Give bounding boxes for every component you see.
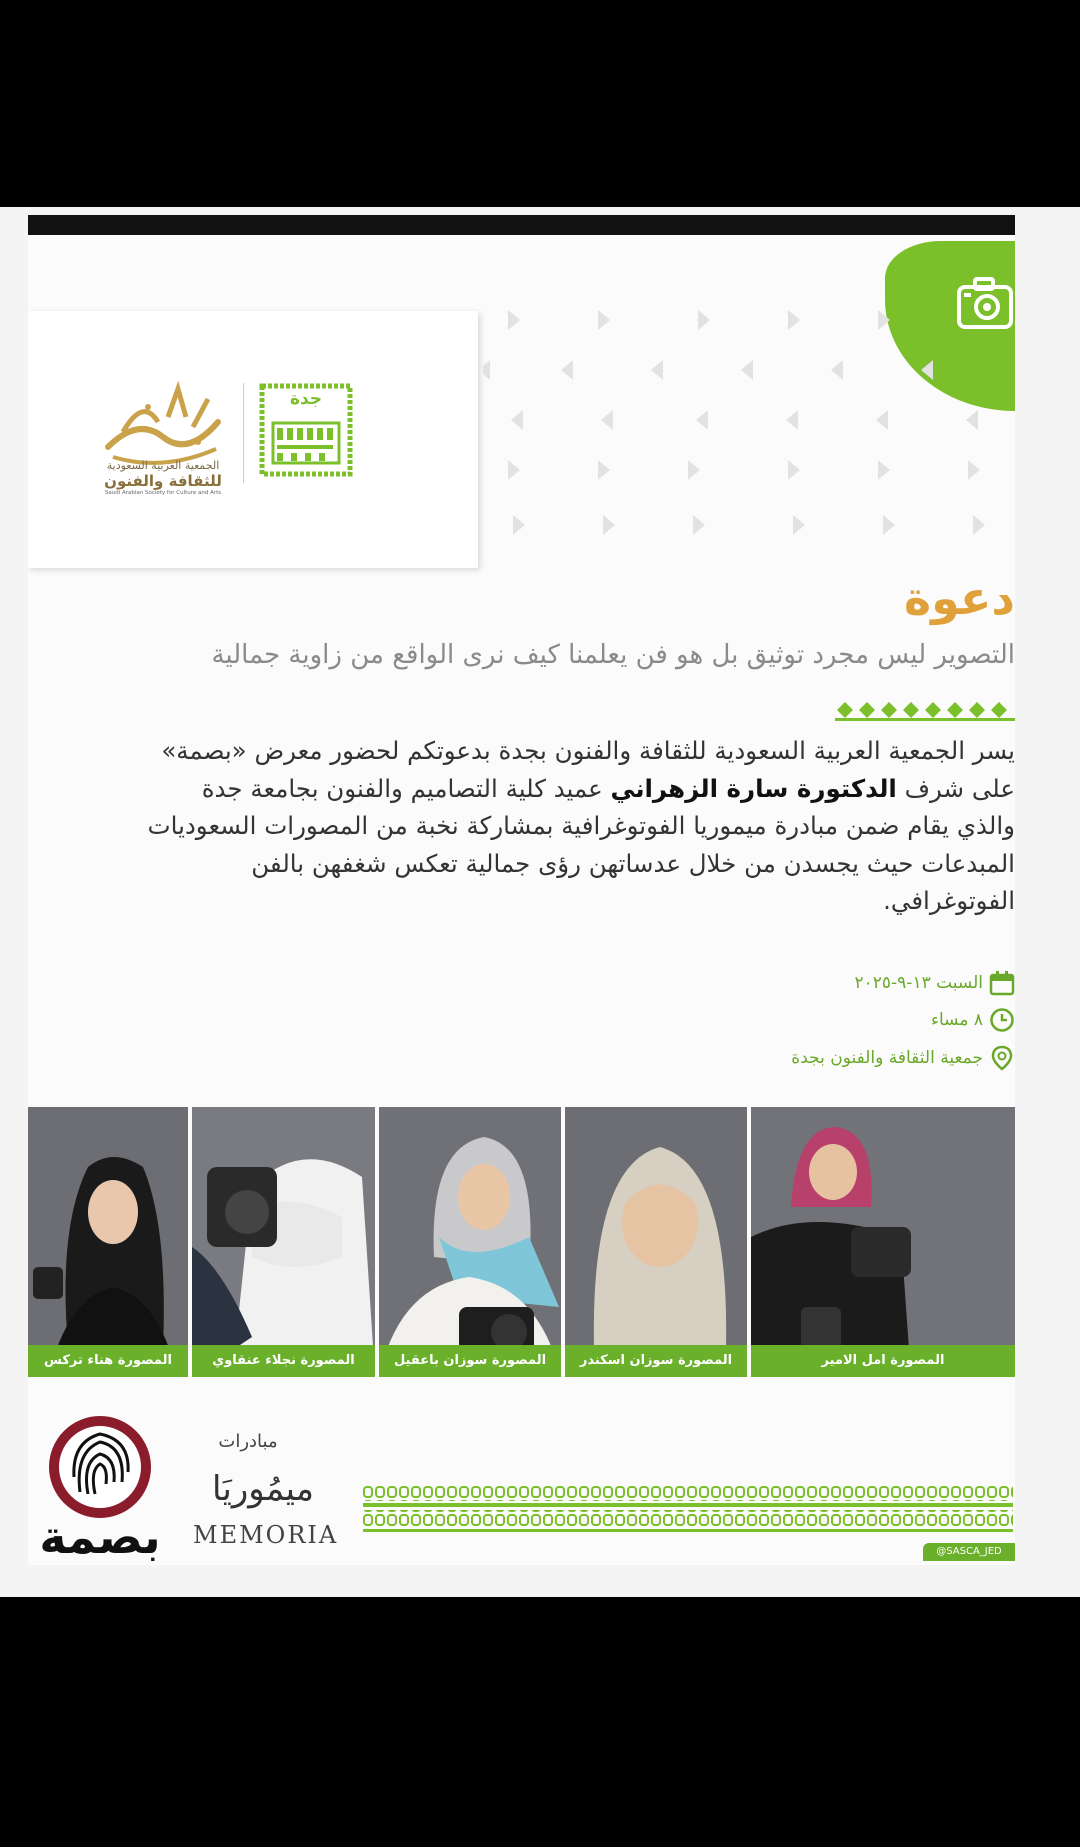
decorative-border-pattern xyxy=(363,1485,1013,1543)
invitation-body xyxy=(28,732,1015,920)
memoria-logo-english: MEMORIA xyxy=(193,1521,339,1549)
invitation-title: دعوة xyxy=(903,571,1015,625)
social-handle: @SASCA_JED xyxy=(923,1543,1015,1561)
photographer-caption: المصورة سوزان باعقيل xyxy=(379,1345,561,1377)
society-name-line1: الجمعية العربية السعودية xyxy=(106,459,220,472)
invitation-card xyxy=(0,207,1080,1597)
honoree-name: الدكتورة سارة الزهراني xyxy=(610,773,897,803)
photographer-caption: المصورة سوزان اسكندر xyxy=(565,1345,747,1377)
society-name-en: Saudi Arabian Society for Culture and Arts xyxy=(104,490,222,496)
memoria-logo-arabic: ميمُوريَا xyxy=(212,1469,314,1509)
photographer-caption: المصورة امل الامير xyxy=(751,1345,1015,1377)
photographer-card xyxy=(379,1107,561,1377)
photographer-portrait xyxy=(28,1107,188,1377)
basma-logo-word: بصمة xyxy=(39,1510,161,1564)
photographer-card xyxy=(751,1107,1015,1377)
clock-icon xyxy=(989,1007,1015,1033)
photographer-caption: المصورة هناء تركس xyxy=(28,1345,188,1377)
photographer-card xyxy=(28,1107,188,1377)
photographer-portrait xyxy=(379,1107,561,1377)
arrow-pattern xyxy=(483,295,1003,565)
photographer-portrait xyxy=(565,1107,747,1377)
logo-panel xyxy=(28,311,478,568)
photographer-caption: المصورة نجلاء عنقاوي xyxy=(192,1345,375,1377)
event-date xyxy=(595,968,1015,998)
ornament-divider xyxy=(835,698,1015,722)
top-bar xyxy=(28,215,1015,235)
event-date-text: السبت ١٣-٩-٢٠٢٥ xyxy=(854,973,983,993)
initiatives-label: مبادرات xyxy=(218,1431,278,1452)
calendar-icon xyxy=(989,970,1015,996)
invitation-poster xyxy=(28,235,1015,1565)
photographer-card xyxy=(192,1107,375,1377)
photographers-gallery xyxy=(28,1107,1015,1377)
society-name-line2: للثقافة والفنون xyxy=(104,472,222,490)
event-time-text: ٨ مساء xyxy=(931,1010,983,1030)
jeddah-logo-word: جدة xyxy=(289,389,323,409)
photographer-portrait xyxy=(192,1107,375,1377)
location-pin-icon xyxy=(989,1045,1015,1071)
photographer-card xyxy=(565,1107,747,1377)
society-name xyxy=(88,459,238,496)
event-place xyxy=(595,1043,1015,1073)
body-part-1: يسر الجمعية العربية السعودية للثقافة والفنون بجدة بدعوتكم لحضور معرض «بصمة» على شرف xyxy=(161,736,1015,803)
invitation-tagline: التصوير ليس مجرد توثيق بل هو فن يعلمنا كيف نرى الواقع من زاوية جمالية xyxy=(211,640,1015,670)
photographer-portrait xyxy=(751,1107,1015,1377)
event-place-text: جمعية الثقافة والفنون بجدة xyxy=(791,1048,983,1068)
body-part-2: عميد كلية التصاميم والفنون بجامعة جدة والذي يقام ضمن مبادرة ميموريا الفوتوغرافية بمشاركة نخبة من المصورات السعوديات المبدعات حيث يجسدن من خلال عدساتهن رؤى جمالية تعكس شغفهن بالفن الفوتوغرافي. xyxy=(147,773,1015,915)
event-time xyxy=(595,1005,1015,1035)
logo-separator xyxy=(243,383,244,483)
